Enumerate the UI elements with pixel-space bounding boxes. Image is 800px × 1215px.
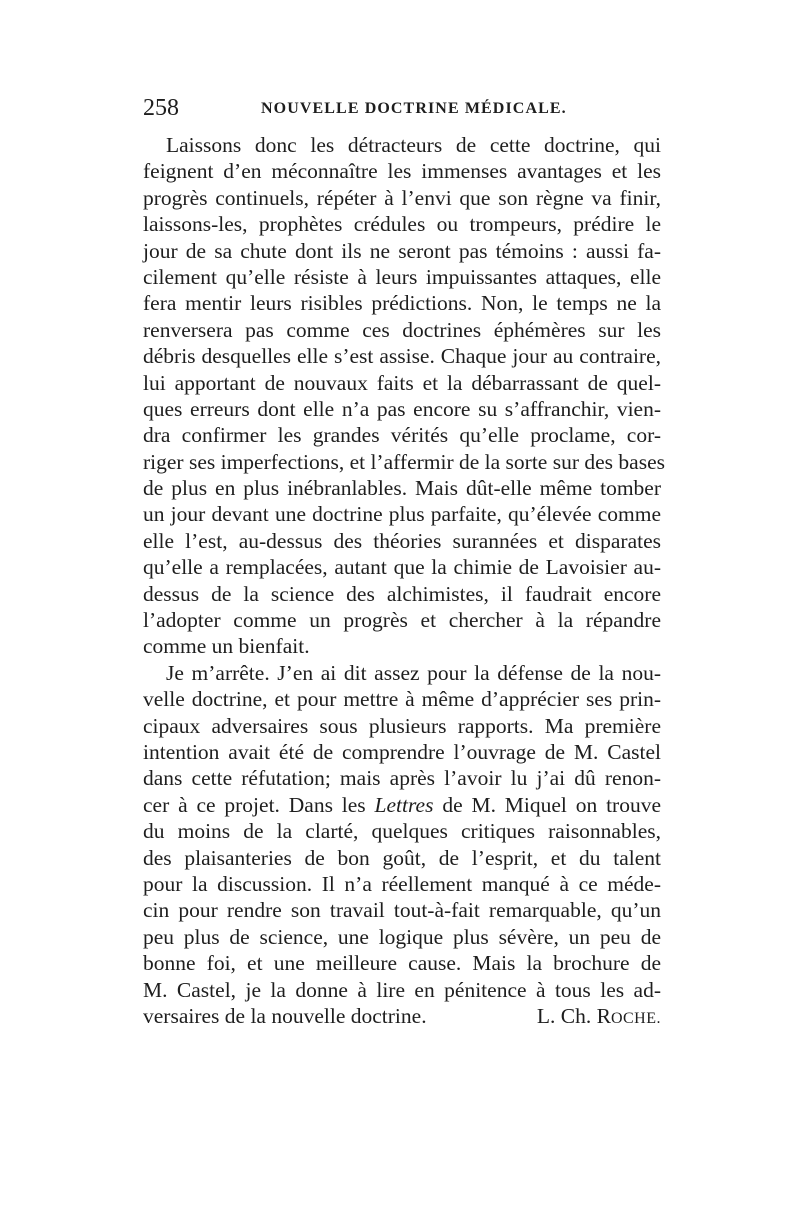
- text-line: dra confirmer les grandes vérités qu’elle proclame, cor-: [143, 423, 661, 448]
- text-line: dessus de la science des alchimistes, il faudrait encore: [143, 581, 661, 606]
- text-line: velle doctrine, et pour mettre à même d’apprécier ses prin-: [143, 687, 661, 712]
- text-line: ques erreurs dont elle n’a pas encore su s’affranchir, vien-: [143, 396, 661, 421]
- text-line: M. Castel, je la donne à lire en pénitence à tous les ad-: [143, 977, 661, 1002]
- line-segment: de M. Miquel on trouve: [442, 792, 661, 817]
- author-signature: [537, 1003, 661, 1029]
- running-title: NOUVELLE DOCTRINE MÉDICALE.: [261, 100, 567, 117]
- italic-title: Lettres: [374, 792, 434, 817]
- body-text: [143, 132, 665, 1029]
- paragraph-1: [143, 132, 665, 660]
- text-line: lui apportant de nouvaux faits et la débarrassant de quel-: [143, 370, 661, 395]
- closing-text: versaires de la nouvelle doctrine.: [143, 1003, 427, 1028]
- paragraph-2: [143, 660, 661, 1029]
- text-line: bonne foi, et une meilleure cause. Mais la brochure de: [143, 951, 661, 976]
- line-segment: cer à ce projet. Dans les: [143, 792, 366, 817]
- text-line: de plus en plus inébranlables. Mais dût-elle même tomber: [143, 476, 661, 501]
- text-line: qu’elle a remplacées, autant que la chimie de Lavoisier au-: [143, 555, 661, 580]
- text-line: cin pour rendre son travail tout-à-fait remarquable, qu’un: [143, 898, 661, 923]
- text-line: renversera pas comme ces doctrines éphémères sur les: [143, 317, 661, 342]
- signature-small-caps: OCHE.: [610, 1009, 661, 1027]
- text-line: peu plus de science, une logique plus sévère, un peu de: [143, 924, 661, 949]
- text-line: elle l’est, au-dessus des théories surannées et disparates: [143, 528, 661, 553]
- signature-initials: L. Ch. R: [536, 1003, 611, 1028]
- page-header: [143, 93, 661, 123]
- text-line: dans cette réfutation; mais après l’avoir lu j’ai dû renon-: [143, 766, 661, 791]
- text-line: comme un bienfait.: [143, 634, 310, 659]
- text-line: laissons-les, prophètes crédules ou trompeurs, prédire le: [143, 212, 661, 237]
- text-line: pour la discussion. Il n’a réellement manqué à ce méde-: [143, 871, 661, 896]
- text-line: l’adopter comme un progrès et chercher à la répandre: [143, 608, 661, 633]
- text-line: cipaux adversaires sous plusieurs rapports. Ma première: [143, 713, 661, 738]
- text-line: du moins de la clarté, quelques critiques raisonnables,: [143, 819, 661, 844]
- text-line: intention avait été de comprendre l’ouvrage de M. Castel: [143, 739, 661, 764]
- text-line: débris desquelles elle s’est assise. Chaque jour au contraire,: [143, 344, 661, 369]
- text-line-with-italic: [143, 792, 661, 818]
- closing-line: [143, 1003, 661, 1029]
- text-line: cilement qu’elle résiste à leurs impuissantes attaques, elle: [143, 264, 661, 289]
- page-number: 258: [143, 95, 179, 121]
- text-line: fera mentir leurs risibles prédictions. Non, le temps ne la: [143, 291, 661, 316]
- text-line: Je m’arrête. J’en ai dit assez pour la défense de la nou-: [166, 660, 661, 685]
- text-line: des plaisanteries de bon goût, de l’esprit, et du talent: [143, 845, 661, 870]
- text-line: riger ses imperfections, et l’affermir de la sorte sur des bases: [143, 449, 665, 474]
- text-line: jour de sa chute dont ils ne seront pas témoins : aussi fa-: [143, 238, 661, 263]
- text-line: un jour devant une doctrine plus parfaite, qu’élevée comme: [143, 502, 661, 527]
- text-line: feignent d’en méconnaître les immenses avantages et les: [143, 159, 661, 184]
- text-line: progrès continuels, répéter à l’envi que son règne va finir,: [143, 185, 661, 210]
- text-line: Laissons donc les détracteurs de cette doctrine, qui: [166, 133, 661, 157]
